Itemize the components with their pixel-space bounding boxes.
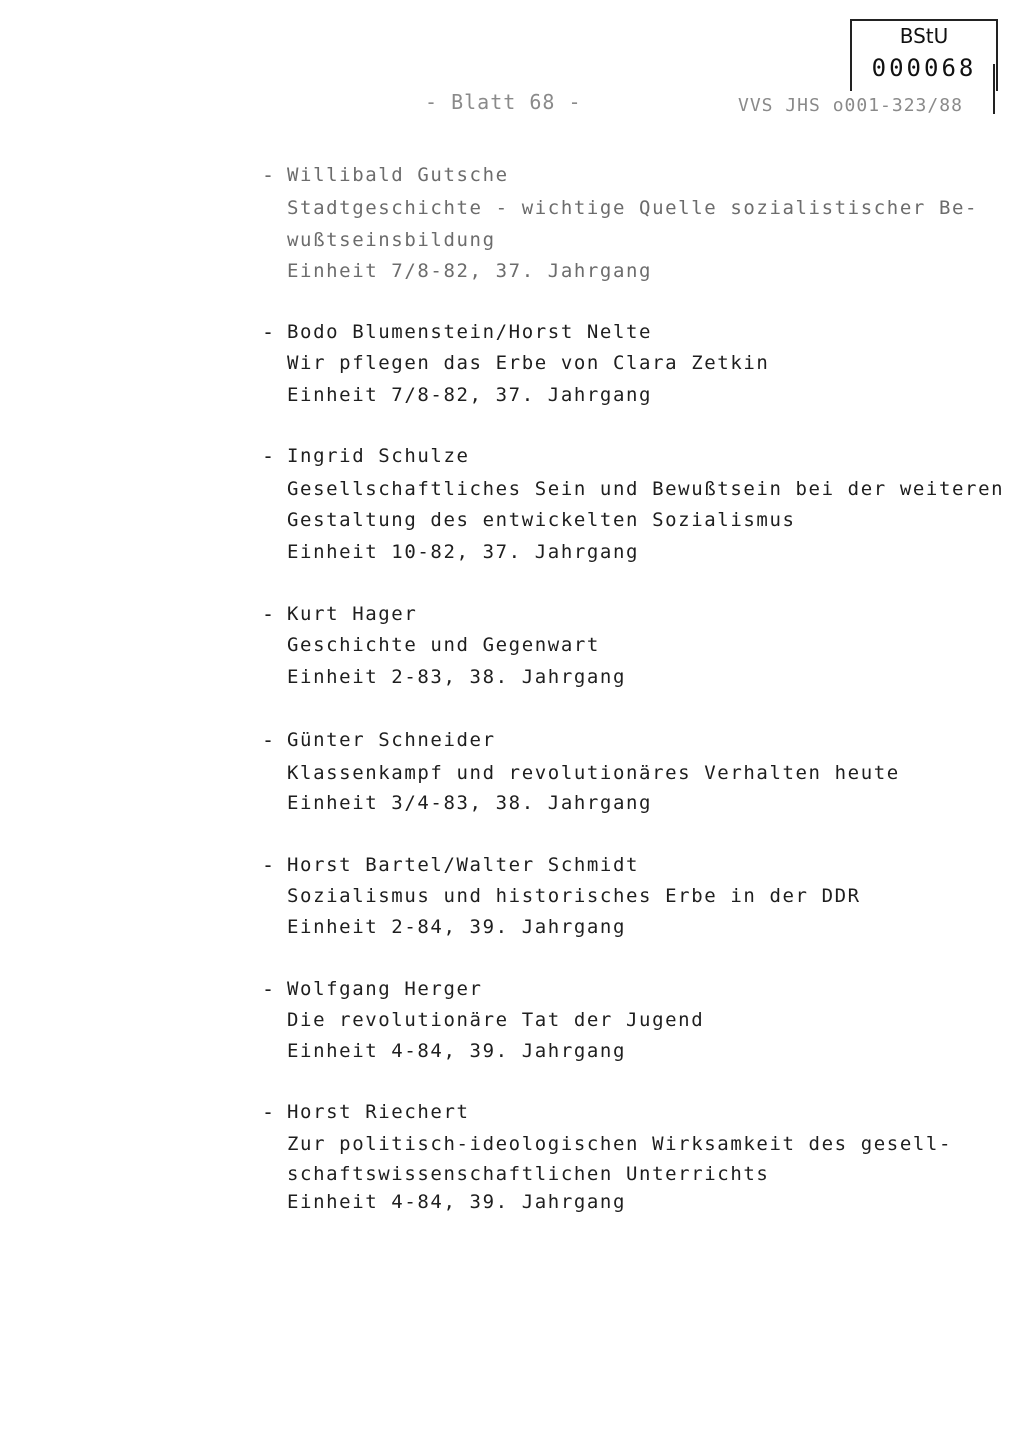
entry-author: Günter Schneider xyxy=(287,729,496,751)
entry-line: Wir pflegen das Erbe von Clara Zetkin xyxy=(287,352,770,374)
entry-line: Gesellschaftliches Sein und Bewußtsein bei der weiteren xyxy=(287,478,1005,500)
entry-line: Klassenkampf und revolutionäres Verhalten heute xyxy=(287,762,900,784)
entry-line: Einheit 10-82, 37. Jahrgang xyxy=(287,541,640,563)
entry-line: Einheit 7/8-82, 37. Jahrgang xyxy=(287,384,653,406)
entry-dash: - xyxy=(262,444,275,468)
entry-author: Horst Bartel/Walter Schmidt xyxy=(287,854,640,876)
entry-author: Kurt Hager xyxy=(287,603,418,625)
entry-dash: - xyxy=(262,1100,275,1124)
archive-stamp xyxy=(850,19,998,91)
entry-line: Einheit 4-84, 39. Jahrgang xyxy=(287,1040,627,1062)
stamp-title: BStU xyxy=(899,24,949,48)
entry-dash: - xyxy=(262,602,275,626)
entry-line: Einheit 2-83, 38. Jahrgang xyxy=(287,666,627,688)
entry-line: Einheit 2-84, 39. Jahrgang xyxy=(287,916,627,938)
entry-line: Einheit 3/4-83, 38. Jahrgang xyxy=(287,792,653,814)
entry-dash: - xyxy=(262,163,275,187)
entry-line: Die revolutionäre Tat der Jugend xyxy=(287,1009,705,1031)
entry-line: Geschichte und Gegenwart xyxy=(287,634,600,656)
entry-line: schaftswissenschaftlichen Unterrichts xyxy=(287,1163,770,1185)
page-number: - Blatt 68 - xyxy=(425,90,582,114)
entry-line: Stadtgeschichte - wichtige Quelle sozialistischer Be- xyxy=(287,197,979,219)
document-reference: VVS JHS o001-323/88 xyxy=(738,95,963,116)
entry-author: Bodo Blumenstein/Horst Nelte xyxy=(287,321,653,343)
stamp-border-tick xyxy=(993,64,995,114)
entry-dash: - xyxy=(262,853,275,877)
entry-line: Gestaltung des entwickelten Sozialismus xyxy=(287,509,796,531)
entry-line: Zur politisch-ideologischen Wirksamkeit des gesell- xyxy=(287,1133,952,1155)
entry-line: Sozialismus und historisches Erbe in der DDR xyxy=(287,885,861,907)
entry-line: Einheit 4-84, 39. Jahrgang xyxy=(287,1191,627,1213)
entry-author: Ingrid Schulze xyxy=(287,445,470,467)
stamp-number: 000068 xyxy=(871,54,977,82)
entry-line: Einheit 7/8-82, 37. Jahrgang xyxy=(287,260,653,282)
entry-dash: - xyxy=(262,977,275,1001)
entry-author: Willibald Gutsche xyxy=(287,164,509,186)
entry-line: wußtseinsbildung xyxy=(287,229,496,251)
entry-author: Horst Riechert xyxy=(287,1101,470,1123)
entry-dash: - xyxy=(262,728,275,752)
entry-dash: - xyxy=(262,320,275,344)
entry-author: Wolfgang Herger xyxy=(287,978,483,1000)
